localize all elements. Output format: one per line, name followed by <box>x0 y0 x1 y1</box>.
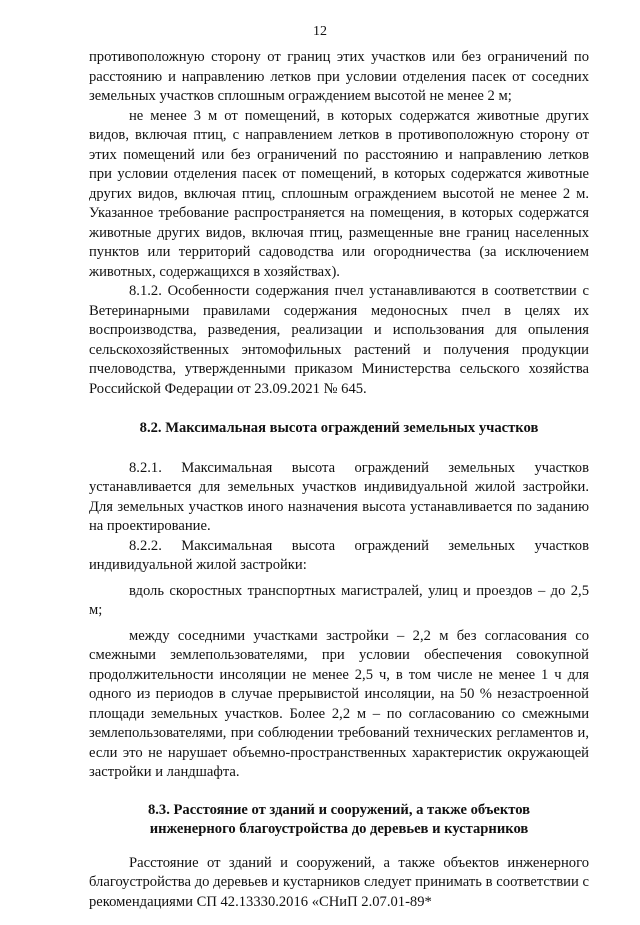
paragraph-8-2-2: 8.2.2. Максимальная высота ограждений земельных участков индивидуальной жилой застройки: <box>89 537 589 573</box>
paragraph-between-plots: между соседними участками застройки – 2,2 м без согласования со смежными землепользователями, при условии обеспечения совокупной продолжительности инсоляции не менее 2,5 ч, в том числе не менее 1 ч для одного из периодов в случае прерывистой инсоляции, на 50 % незастроенной площади земельных участков. Более 2,2 м – по согласованию со смежными землепользователями, при соблюдении требований технических регламентов и, если это не нарушает объемно-пространственных характеристик окружающей застройки и ландшафта. <box>89 627 589 780</box>
paragraph-along-roads: вдоль скоростных транспортных магистралей, улиц и проездов – до 2,5 м; <box>89 582 589 618</box>
section-heading-8-3-line2: инженерного благоустройства до деревьев и кустарников <box>149 821 529 837</box>
section-heading-8-3 <box>89 801 589 840</box>
paragraph-rule-animals: не менее 3 м от помещений, в которых содержатся животные других видов, включая птиц, с направлением летков в противоположную сторону от этих помещений или без ограничений по расстоянию и направлению летков при условии отделения пасек от помещений, в которых содержатся животные других видов, включая птиц, сплошным ограждением высотой не менее 2 м. Указанное требование распространяется на помещения, в которых содержатся животные других видов, включая птиц, размещенные вне границ населенных пунктов или территорий садоводства или огородничества (за исключением животных, содержащихся в хозяйствах). <box>89 107 589 280</box>
paragraph-continuation: противоположную сторону от границ этих участков или без ограничений по расстоянию и направлению летков при условии отделения пасек от соседних земельных участков сплошным ограждением высотой не менее 2 м; <box>89 49 589 104</box>
paragraph-8-1-2: 8.1.2. Особенности содержания пчел устанавливаются в соответствии с Ветеринарными правилами содержания медоносных пчел в целях их воспроизводства, разведения, реализации и использования для опыления сельскохозяйственных энтомофильных растений и получения продукции пчеловодства, утвержденными приказом Министерства сельского хозяйства Российской Федерации от 23.09.2021 № 645. <box>89 283 589 397</box>
document-body <box>89 48 589 912</box>
paragraph-8-3-text: Расстояние от зданий и сооружений, а также объектов инженерного благоустройства до деревьев и кустарников следует принимать в соответствии с рекомендациями СП 42.13330.2016 «СНиП 2.07.01-89* <box>89 854 589 910</box>
section-heading-8-2: 8.2. Максимальная высота ограждений земельных участков <box>139 420 539 436</box>
page-number: 12 <box>313 24 327 39</box>
section-heading-8-3-line1: 8.3. Расстояние от зданий и сооружений, а также объектов <box>147 801 531 818</box>
paragraph-8-2-1: 8.2.1. Максимальная высота ограждений земельных участков устанавливается для земельных участков индивидуальной жилой застройки. Для земельных участков иного назначения высота устанавливается по заданию на проектирование. <box>89 459 589 534</box>
